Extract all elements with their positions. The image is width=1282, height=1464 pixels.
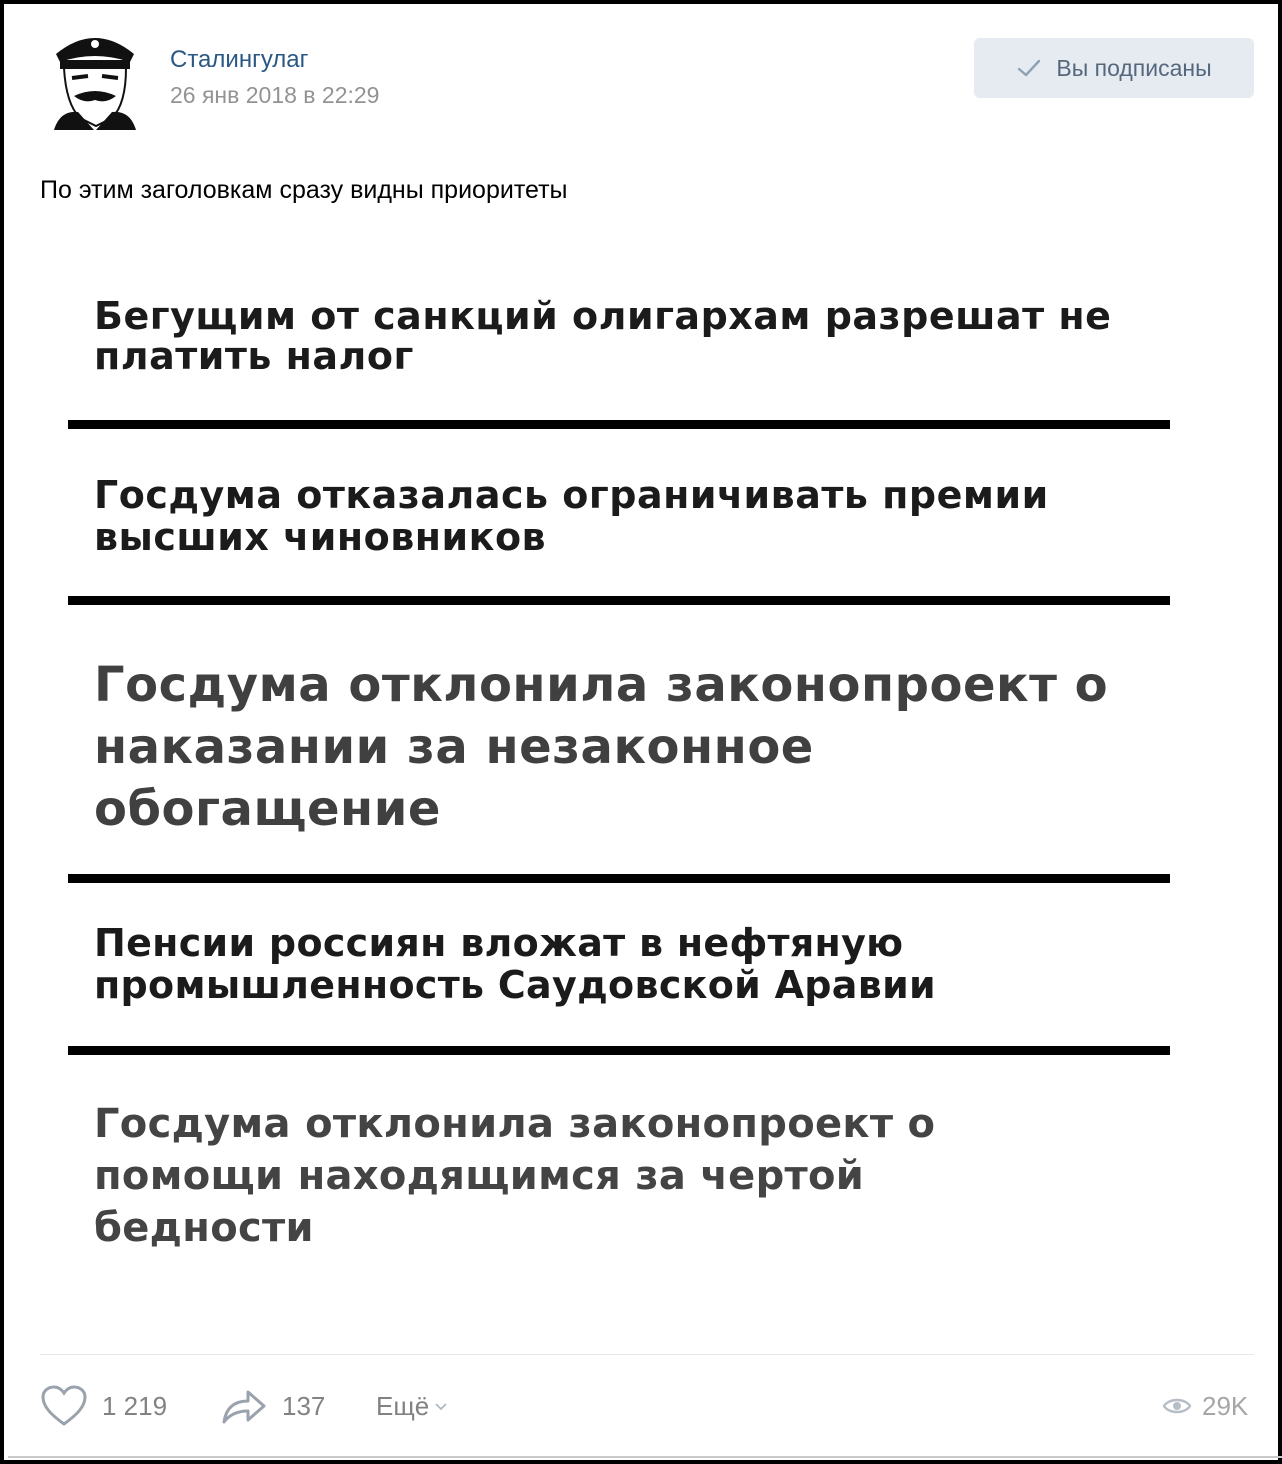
eye-icon [1162, 1395, 1192, 1417]
headline-5: Госдума отклонила законопроект о помощи находящимся за чертой бедности [94, 1101, 936, 1251]
headline-3: Госдума отклонила законопроект о наказании за незаконное обогащение [94, 657, 1109, 837]
more-button[interactable] [376, 1382, 449, 1430]
subscribed-label: Вы подписаны [1056, 54, 1212, 81]
headline-1: Бегущим от санкций олигархам разрешат не платить налог [94, 294, 1112, 378]
separator-rule [68, 420, 1170, 429]
heart-icon [40, 1384, 88, 1428]
post-date[interactable] [170, 82, 387, 109]
author-name[interactable]: Сталингулаг [170, 46, 309, 73]
like-button[interactable] [40, 1382, 167, 1430]
footer-divider [40, 1354, 1254, 1355]
post-image[interactable] [44, 266, 1224, 1306]
share-arrow-icon [220, 1386, 268, 1426]
subscribed-button[interactable] [974, 38, 1254, 98]
post-date-text: 26 янв 2018 в 22:29 [170, 82, 380, 108]
separator-rule [68, 1046, 1170, 1055]
author-avatar[interactable] [50, 26, 140, 130]
separator-rule [68, 596, 1170, 605]
chevron-down-icon [433, 1400, 449, 1412]
separator-rule [68, 874, 1170, 883]
bottom-border [8, 1456, 1282, 1458]
views-counter [1162, 1382, 1248, 1430]
headline-4: Пенсии россиян вложат в нефтяную промышленность Саудовской Аравии [94, 921, 936, 1007]
views-count: 29K [1202, 1390, 1249, 1421]
headline-2: Госдума отказалась ограничивать премии высших чиновников [94, 473, 1049, 559]
check-icon [1016, 57, 1042, 79]
share-button[interactable] [220, 1382, 325, 1430]
more-label: Ещё [376, 1390, 430, 1421]
share-count: 137 [282, 1390, 326, 1421]
like-count: 1 219 [102, 1390, 168, 1421]
post-text: По этим заголовкам сразу видны приоритеты [40, 176, 568, 204]
